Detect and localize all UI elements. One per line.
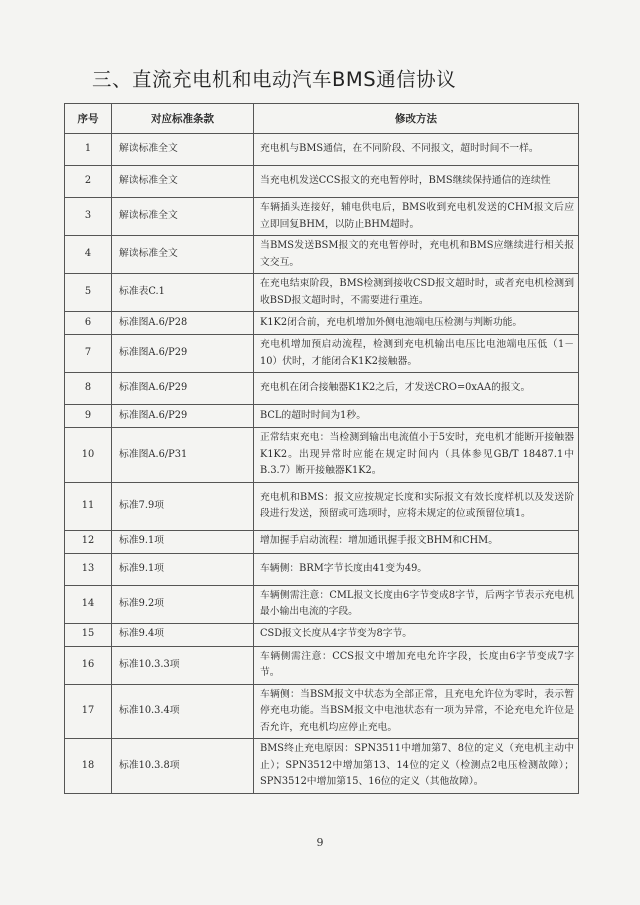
row-number: 6 xyxy=(65,312,112,335)
row-number: 16 xyxy=(65,646,112,684)
table-row xyxy=(65,530,579,553)
standard-clause: 标准图A.6/P28 xyxy=(112,312,254,335)
standard-clause: 解读标准全文 xyxy=(112,198,254,236)
table-row xyxy=(65,166,579,198)
table-header-row xyxy=(65,104,579,134)
modification-method: 车辆侧需注意：CCS报文中增加充电允许字段，长度由6字节变成7字节。 xyxy=(254,646,579,684)
modification-method: K1K2闭合前，充电机增加外侧电池端电压检测与判断功能。 xyxy=(254,312,579,335)
row-number: 15 xyxy=(65,623,112,646)
row-number: 8 xyxy=(65,373,112,405)
row-number: 17 xyxy=(65,684,112,739)
modification-method: 增加握手启动流程：增加通讯握手报文BHM和CHM。 xyxy=(254,530,579,553)
modification-method: BCL的超时时间为1秒。 xyxy=(254,405,579,428)
table-row xyxy=(65,684,579,739)
header-clause: 对应标准条款 xyxy=(112,104,254,134)
row-number: 12 xyxy=(65,530,112,553)
modification-method: 车辆插头连接好，辅电供电后，BMS收到充电机发送的CHM报文后应立即回复BHM，以防止BHM超时。 xyxy=(254,198,579,236)
row-number: 10 xyxy=(65,428,112,483)
modification-method: BMS终止充电原因：SPN3511中增加第7、8位的定义（充电机主动中止）；SPN3512中增加第13、14位的定义（检测点2电压检测故障）；SPN3512中增加第15、16位的定义（其他故障）。 xyxy=(254,739,579,794)
table-row xyxy=(65,198,579,236)
header-no: 序号 xyxy=(65,104,112,134)
standard-clause: 标准图A.6/P29 xyxy=(112,335,254,373)
row-number: 18 xyxy=(65,739,112,794)
modification-method: 充电机增加预启动流程，检测到充电机输出电压比电池端电压低（1－10）伏时，才能闭合K1K2接触器。 xyxy=(254,335,579,373)
modification-method: 在充电结束阶段，BMS检测到接收CSD报文超时时，或者充电机检测到收BSD报文超时时，不需要进行重连。 xyxy=(254,274,579,312)
table-row xyxy=(65,739,579,794)
standard-clause: 标准9.4项 xyxy=(112,623,254,646)
table-row xyxy=(65,553,579,585)
standard-clause: 标准10.3.4项 xyxy=(112,684,254,739)
standard-clause: 标准9.2项 xyxy=(112,585,254,623)
standard-clause: 标准图A.6/P29 xyxy=(112,405,254,428)
modification-method: 当充电机发送CCS报文的充电暂停时，BMS继续保持通信的连续性 xyxy=(254,166,579,198)
standard-clause: 解读标准全文 xyxy=(112,166,254,198)
standard-clause: 标准图A.6/P29 xyxy=(112,373,254,405)
row-number: 9 xyxy=(65,405,112,428)
table-row xyxy=(65,623,579,646)
modification-method: 充电机在闭合接触器K1K2之后，才发送CRO=0xAA的报文。 xyxy=(254,373,579,405)
table-row xyxy=(65,335,579,373)
standard-clause: 标准9.1项 xyxy=(112,530,254,553)
modification-method: 充电机和BMS：报文应按规定长度和实际报文有效长度样机以及发送阶段进行发送，预留或可选项时，应将未规定的位或预留位填1。 xyxy=(254,482,579,530)
standard-clause: 解读标准全文 xyxy=(112,236,254,274)
row-number: 11 xyxy=(65,482,112,530)
row-number: 2 xyxy=(65,166,112,198)
table-row xyxy=(65,373,579,405)
row-number: 3 xyxy=(65,198,112,236)
table-row xyxy=(65,236,579,274)
section-title: 三、直流充电机和电动汽车BMS通信协议 xyxy=(92,68,457,91)
row-number: 7 xyxy=(65,335,112,373)
row-number: 13 xyxy=(65,553,112,585)
table-row xyxy=(65,274,579,312)
standard-clause: 标准图A.6/P31 xyxy=(112,428,254,483)
standard-clause: 解读标准全文 xyxy=(112,134,254,166)
table-row xyxy=(65,585,579,623)
standard-clause: 标准表C.1 xyxy=(112,274,254,312)
modification-method: 车辆侧：当BSM报文中状态为全部正常，且充电允许位为零时，表示暂停充电功能。当BSM报文中电池状态有一项为异常，不论充电允许位是否允许，充电机均应停止充电。 xyxy=(254,684,579,739)
table-row xyxy=(65,482,579,530)
row-number: 14 xyxy=(65,585,112,623)
modification-method: 当BMS发送BSM报文的充电暂停时，充电机和BMS应继续进行相关报文交互。 xyxy=(254,236,579,274)
standard-clause: 标准10.3.3项 xyxy=(112,646,254,684)
row-number: 4 xyxy=(65,236,112,274)
row-number: 1 xyxy=(65,134,112,166)
page-number: 9 xyxy=(316,836,324,849)
standard-clause: 标准9.1项 xyxy=(112,553,254,585)
header-method: 修改方法 xyxy=(254,104,579,134)
table-row xyxy=(65,428,579,483)
modification-method: 正常结束充电：当检测到输出电流值小于5安时，充电机才能断开接触器K1K2。出现异常时应能在规定时间内（具体参见GB/T 18487.1中B.3.7）断开接触器K1K2。 xyxy=(254,428,579,483)
table-row xyxy=(65,312,579,335)
modification-method: 车辆侧：BRM字节长度由41变为49。 xyxy=(254,553,579,585)
table-row xyxy=(65,646,579,684)
standard-clause: 标准7.9项 xyxy=(112,482,254,530)
row-number: 5 xyxy=(65,274,112,312)
modification-method: 充电机与BMS通信，在不同阶段、不同报文，超时时间不一样。 xyxy=(254,134,579,166)
modification-method: 车辆侧需注意：CML报文长度由6字节变成8字节，后两字节表示充电机最小输出电流的字段。 xyxy=(254,585,579,623)
table-row xyxy=(65,405,579,428)
protocol-table xyxy=(64,103,579,794)
standard-clause: 标准10.3.8项 xyxy=(112,739,254,794)
table-row xyxy=(65,134,579,166)
modification-method: CSD报文长度从4字节变为8字节。 xyxy=(254,623,579,646)
